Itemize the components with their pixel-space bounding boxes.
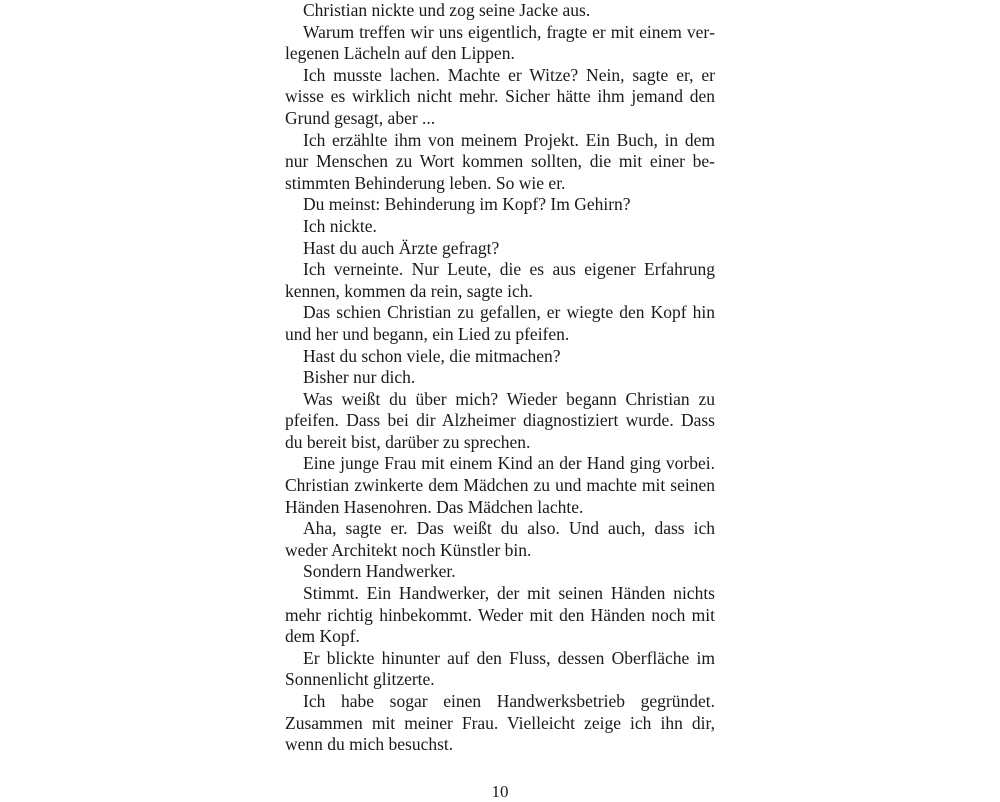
paragraph: Bisher nur dich. bbox=[303, 367, 416, 388]
page-number: 10 bbox=[491, 782, 509, 801]
paragraph: Ich musste lachen. Machte er Witze? Nein, sagte er, er wisse es wirklich nicht mehr. Sicher hätte ihm jemand den Grund gesagt, aber ... bbox=[285, 64, 715, 128]
paragraph: Was weißt du über mich? Wieder begann Christian zu pfeifen. Dass bei dir Alzheimer diagnostiziert wurde. Dass du bereit bist, darüber zu sprechen. bbox=[285, 388, 715, 452]
body-text bbox=[285, 0, 715, 756]
paragraph: Hast du auch Ärzte gefragt? bbox=[303, 237, 500, 258]
paragraph: Du meinst: Behinderung im Kopf? Im Gehirn? bbox=[303, 194, 631, 215]
paragraph: Ich habe sogar einen Handwerksbetrieb gegründet. Zusammen mit meiner Frau. Vielleicht zeige ich ihn dir, wenn du mich besuchst. bbox=[285, 691, 715, 755]
paragraph: Ich verneinte. Nur Leute, die es aus eigener Erfahrung kennen, kommen da rein, sagte ich. bbox=[285, 259, 715, 301]
paragraph: Er blickte hinunter auf den Fluss, dessen Oberfläche im Sonnenlicht glitzerte. bbox=[285, 647, 715, 690]
paragraph: Ich nickte. bbox=[303, 215, 377, 236]
paragraph: Ich erzählte ihm von meinem Projekt. Ein Buch, in dem nur Menschen zu Wort kommen sollten, die mit einer bestimmten Behinderung leben. So wie er. bbox=[285, 129, 715, 193]
paragraph: Eine junge Frau mit einem Kind an der Hand ging vorbei. Christian zwinkerte dem Mädchen zu und machte mit seinen Händen Hasenohren. Das Mädchen lachte. bbox=[285, 453, 715, 517]
paragraph: Stimmt. Ein Handwerker, der mit seinen Händen nichts mehr richtig hinbekommt. Weder mit den Händen noch mit dem Kopf. bbox=[285, 583, 715, 647]
paragraph: Das schien Christian zu gefallen, er wiegte den Kopf hin und her und begann, ein Lied zu pfeifen. bbox=[285, 302, 715, 344]
paragraph: Aha, sagte er. Das weißt du also. Und auch, dass ich weder Architekt noch Künstler bin. bbox=[285, 518, 715, 560]
paragraph: Christian nickte und zog seine Jacke aus. bbox=[303, 0, 591, 20]
paragraph: Hast du schon viele, die mitmachen? bbox=[303, 345, 561, 366]
paragraph: Warum treffen wir uns eigentlich, fragte er mit einem verlegenen Lächeln auf den Lippen. bbox=[285, 21, 715, 64]
paragraph: Sondern Handwerker. bbox=[303, 561, 456, 582]
